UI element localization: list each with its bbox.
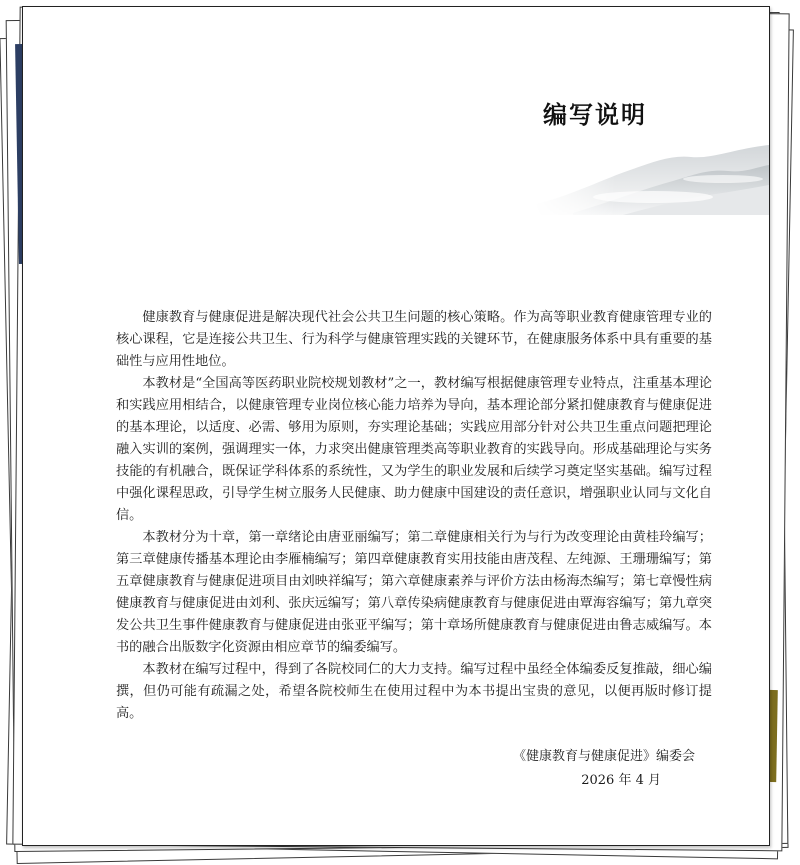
signature-block: [23, 745, 695, 793]
editorial-committee: 《健康教育与健康促进》编委会: [512, 749, 695, 764]
paragraph: 健康教育与健康促进是解决现代社会公共卫生问题的核心策略。作为高等职业教育健康管理专业的核心课程，它是连接公共卫生、行为科学与健康管理实践的关键环节，在健康服务体系中具有重要的基础性与应用性地位。: [116, 310, 712, 369]
document-page: [22, 6, 770, 846]
signature-date: 2026 年 4 月: [581, 773, 661, 788]
paragraph: 本教材分为十章，第一章绪论由唐亚丽编写；第二章健康相关行为与行为改变理论由黄桂玲编写；第三章健康传播基本理论由李雁楠编写；第四章健康教育实用技能由唐茂程、左纯源、王珊珊编写；第五章健康教育与健康促进项目由刘映祥编写；第六章健康素养与评价方法由杨海杰编写；第七章慢性病健康教育与健康促进由刘利、张庆远编写；第八章传染病健康教育与健康促进由覃海容编写；第九章突发公共卫生事件健康教育与健康促进由张亚平编写；第十章场所健康教育与健康促进由鲁志威编写。本书的融合出版数字化资源由相应章节的编委编写。: [116, 530, 712, 655]
paragraph: 本教材在编写过程中，得到了各院校同仁的大力支持。编写过程中虽经全体编委反复推敲，细心编撰，但仍可能有疏漏之处，希望各院校师生在使用过程中为本书提出宝贵的意见，以便再版时修订提高。: [116, 662, 712, 721]
paragraph: 本教材是“全国高等医药职业院校规划教材”之一，教材编写根据健康管理专业特点，注重基本理论和实践应用相结合，以健康管理专业岗位核心能力培养为导向，基本理论部分紧扣健康教育与健康促进的基本理论，以适度、必需、够用为原则，夯实理论基础；实践应用部分针对公共卫生重点问题把理论融入实训的案例，强调理实一体，力求突出健康管理类高等职业教育的实践导向。形成基础理论与实务技能的有机融合，既保证学科体系的系统性，又为学生的职业发展和后续学习奠定坚实基础。编写过程中强化课程思政，引导学生树立服务人民健康、助力健康中国建设的责任意识，增强职业认同与文化自信。: [116, 376, 712, 523]
body-text: [116, 307, 712, 725]
page-title: 编写说明: [543, 101, 647, 129]
ink-mountain-illustration: [533, 135, 769, 215]
